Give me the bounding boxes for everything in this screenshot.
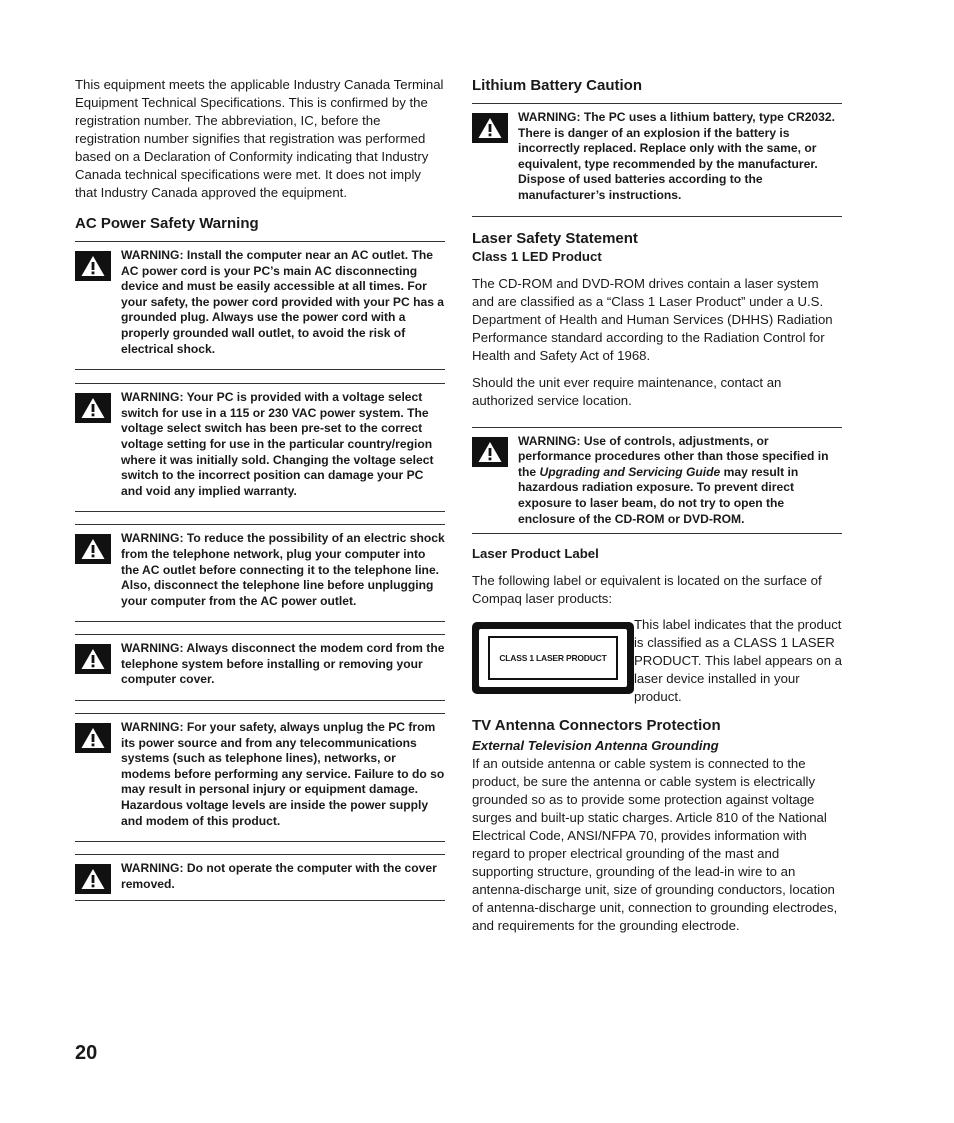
laser-warning-block bbox=[472, 427, 842, 535]
laser-subheading: Class 1 LED Product bbox=[472, 248, 602, 264]
laser-label-image bbox=[472, 622, 634, 694]
warning-text: WARNING: Your PC is provided with a voltage select switch for use in a 115 or 230 VAC power system. The voltage select switch has been pre-set to the correct voltage setting for use in the particular country/region where it was initially sold. Changing the voltage select switch to the incorrect position can damage your PC and void any implied warranty. bbox=[121, 390, 434, 498]
warning-block bbox=[75, 524, 445, 622]
warning-text: WARNING: Install the computer near an AC outlet. The AC power cord is your PC’s main AC disconnecting device and must be easily accessible at all times. For your safety, the power cord provided with your PC has a grounded plug. Always use the power cord with a properly grounded wall outlet, to avoid the risk of electrical shock. bbox=[121, 248, 445, 356]
laser-heading: Laser Safety Statement bbox=[472, 229, 638, 247]
tv-heading: TV Antenna Connectors Protection bbox=[472, 717, 721, 735]
guide-title: Upgrading and Servicing Guide bbox=[539, 464, 721, 479]
warning-text: WARNING: To reduce the possibility of an electric shock from the telephone network, plug your computer into the AC outlet before connecting it to the telephone line. Also, disconnect the telephone line before unplugging your computer from the AC power outlet. bbox=[121, 531, 445, 608]
warning-block bbox=[75, 241, 445, 370]
left-column bbox=[75, 76, 445, 901]
warning-text: WARNING: For your safety, always unplug the PC from its power source and from any telecommunications systems (such as telephone lines), networks, or modems before performing any service. Failure to do so may result in personal injury or equipment damage. Hazardous voltage levels are inside the power supply and modem of this product. bbox=[121, 720, 445, 828]
lithium-heading: Lithium Battery Caution bbox=[472, 77, 643, 94]
warning-block bbox=[75, 854, 445, 901]
warning-triangle-icon bbox=[75, 723, 111, 753]
label-paragraph: The following label or equivalent is located on the surface of Compaq laser products: bbox=[472, 573, 822, 607]
warning-triangle-icon bbox=[75, 251, 111, 281]
laser-label-row bbox=[472, 616, 842, 706]
laser-paragraph-1: The CD-ROM and DVD-ROM drives contain a laser system and are classified as a “Class 1 Laser Product” under a U.S. Department of Health and Human Services (DHHS) Radiation Performance standard according to the Radiation Control for Health and Safety Act of 1968. bbox=[472, 275, 833, 363]
warning-triangle-icon bbox=[472, 113, 508, 143]
warning-block bbox=[75, 634, 445, 701]
ac-power-heading: AC Power Safety Warning bbox=[75, 215, 259, 232]
industry-canada-paragraph: This equipment meets the applicable Industry Canada Terminal Equipment Technical Specifications. This is confirmed by the registration number. The abbreviation, IC, before the registration number signifies that registration was performed based on a Declaration of Conformity indicating that Industry Canada technical specifications were met. It does not imply that Industry Canada approved the equipment. bbox=[75, 77, 444, 200]
warning-triangle-icon bbox=[472, 437, 508, 467]
warning-triangle-icon bbox=[75, 864, 111, 894]
warning-block bbox=[75, 713, 445, 842]
right-column bbox=[472, 76, 842, 935]
page-number: 20 bbox=[75, 1042, 98, 1064]
laser-label-figure bbox=[472, 616, 634, 706]
warning-triangle-icon bbox=[75, 393, 111, 423]
warning-triangle-icon bbox=[75, 534, 111, 564]
warning-text: WARNING: Use of controls, adjustments, or performance procedures other than those specified in the Upgrading and Servicing Guide may result in hazardous radiation exposure. To prevent direct exposure to laser beam, do not try to open the enclosure of the CD-ROM or DVD-ROM. bbox=[518, 433, 829, 526]
laser-label-text: CLASS 1 LASER PRODUCT bbox=[488, 636, 618, 680]
tv-subheading: External Television Antenna Grounding bbox=[472, 738, 719, 754]
tv-paragraph: If an outside antenna or cable system is connected to the product, be sure the antenna or cable system is electrically grounded so as to provide some protection against voltage surges and built-up static charges. Article 810 of the National Electrical Code, ANSI/NFPA 70, provides information with regard to proper electrical grounding of the mast and supporting structure, grounding of the lead-in wire to an antenna-discharge unit, size of grounding conductors, location of antenna-discharge unit, connection to grounding electrodes, and requirements for the grounding electrode. bbox=[472, 756, 838, 934]
warning-text: WARNING: The PC uses a lithium battery, type CR2032. There is danger of an explosion if the battery is incorrectly replaced. Replace only with the same, or equivalent, type recommended by the manufacturer. Dispose of used batteries according to the manufacturer’s instructions. bbox=[518, 110, 835, 202]
label-heading: Laser Product Label bbox=[472, 546, 599, 562]
label-caption: This label indicates that the product is classified as a CLASS 1 LASER PRODUCT. This label appears on a laser device installed in your product. bbox=[634, 617, 842, 705]
warning-text: WARNING: Always disconnect the modem cord from the telephone system before installing or removing your computer cover. bbox=[121, 641, 445, 687]
warning-triangle-icon bbox=[75, 644, 111, 674]
warning-block bbox=[75, 383, 445, 512]
lithium-warning-block bbox=[472, 103, 842, 217]
warning-text: WARNING: Do not operate the computer with the cover removed. bbox=[121, 861, 437, 891]
laser-paragraph-2: Should the unit ever require maintenance, contact an authorized service location. bbox=[472, 374, 782, 408]
